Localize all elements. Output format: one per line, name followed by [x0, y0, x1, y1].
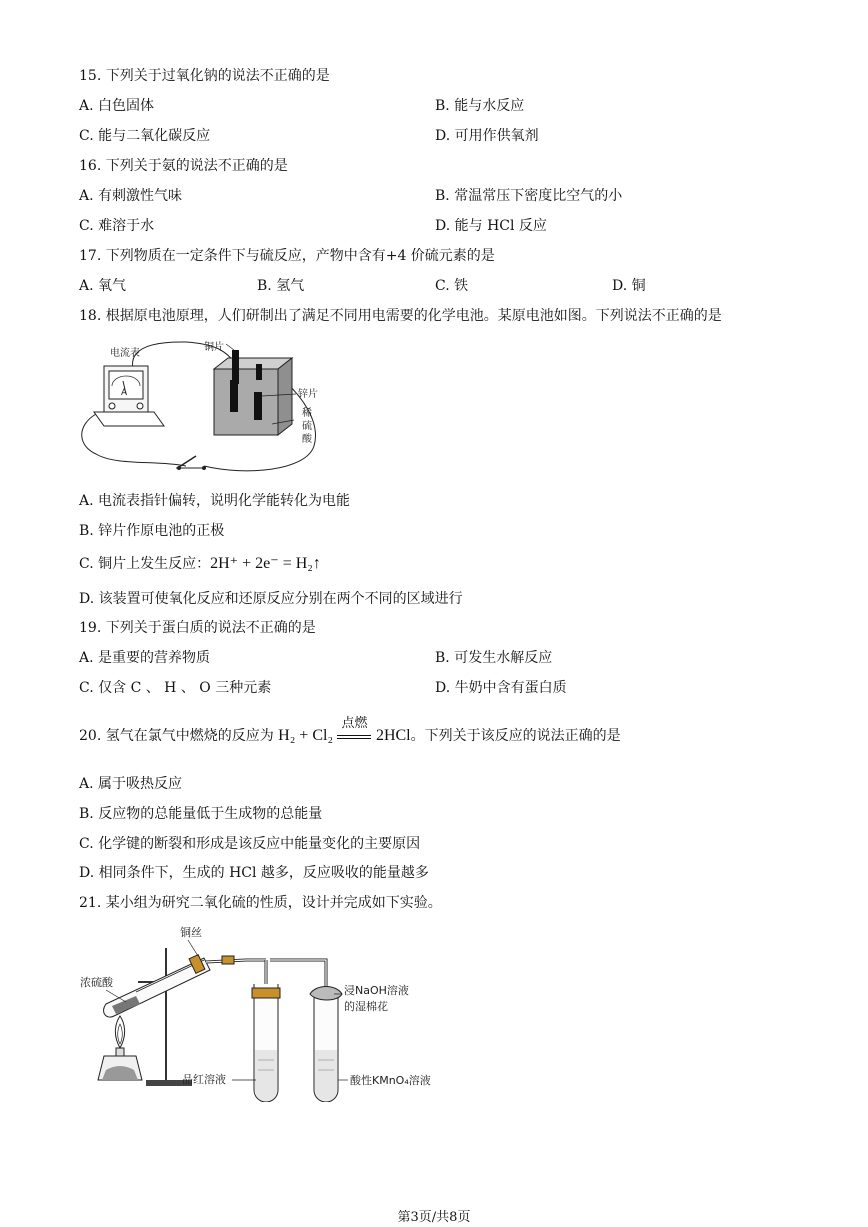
label-zinc: 锌片	[298, 389, 318, 400]
ammeter-symbol: A	[121, 388, 128, 398]
ammeter	[94, 366, 164, 426]
q20-stem	[79, 716, 621, 745]
q19-option-d: D. 牛奶中含有蛋白质	[435, 680, 567, 696]
label-acid-2: 硫	[302, 421, 312, 432]
q16-option-c: C. 难溶于水	[79, 218, 155, 234]
q21-apparatus-figure	[76, 920, 456, 1102]
q20-option-d: D. 相同条件下，生成的 HCl 越多，反应吸收的能量越多	[79, 865, 429, 881]
q17-option-d: D. 铜	[612, 278, 646, 294]
q18-option-c-equation: 2H⁺ + 2e⁻ = H₂↑	[210, 555, 321, 572]
q15-option-b: B. 能与水反应	[435, 98, 525, 114]
q15-option-c: C. 能与二氧化碳反应	[79, 128, 211, 144]
q15-option-a: A. 白色固体	[79, 98, 155, 114]
q20-option-b: B. 反应物的总能量低于生成物的总能量	[79, 806, 323, 822]
kmno4-tube	[310, 987, 342, 1103]
q18-option-a: A. 电流表指针偏转，说明化学能转化为电能	[79, 493, 351, 509]
q20-eq-condition: 点燃	[341, 716, 368, 731]
label-cotton-2: 的湿棉花	[344, 1000, 388, 1013]
page-footer: 第3页/共8页	[397, 1210, 471, 1225]
q15-option-d: D. 可用作供氧剂	[435, 128, 539, 144]
q20-stem-prefix: 20. 氢气在氯气中燃烧的反应为	[79, 728, 274, 744]
label-cotton-1: 浸NaOH溶液	[344, 984, 409, 997]
label-conc-acid: 浓硫酸	[80, 976, 113, 989]
copper-plate-top	[232, 350, 239, 384]
switch	[176, 456, 206, 470]
q21-stem: 21. 某小组为研究二氧化硫的性质，设计并完成如下实验。	[79, 895, 442, 911]
q16-option-d: D. 能与 HCl 反应	[435, 218, 547, 234]
label-copper: 铜片	[204, 342, 224, 353]
alcohol-lamp	[98, 1016, 142, 1080]
q16-option-b: B. 常温常压下密度比空气的小	[435, 188, 623, 204]
q17-option-a: A. 氧气	[79, 278, 127, 294]
copper-plate	[230, 380, 238, 412]
q18-option-c-text: C. 铜片上发生反应：	[79, 556, 211, 572]
q17-option-c: C. 铁	[435, 278, 469, 294]
pinhong-tube	[252, 984, 280, 1102]
q18-galvanic-cell-figure	[76, 336, 336, 484]
q18-option-b: B. 锌片作原电池的正极	[79, 523, 225, 539]
label-pinhong: 品红溶液	[182, 1073, 226, 1086]
q19-option-c: C. 仅含 C 、 H 、 O 三种元素	[79, 680, 272, 696]
label-acid-1: 稀	[302, 408, 312, 419]
label-acid-3: 酸	[302, 434, 312, 445]
q20-option-c: C. 化学键的断裂和形成是该反应中能量变化的主要原因	[79, 836, 421, 852]
q17-stem: 17. 下列物质在一定条件下与硫反应，产物中含有+4 价硫元素的是	[79, 248, 495, 264]
q18-stem: 18. 根据原电池原理，人们研制出了满足不同用电需要的化学电池。某原电池如图。下列说法不正确的是	[79, 308, 722, 324]
q20-stem-suffix: 。下列关于该反应的说法正确的是	[410, 728, 621, 744]
label-ammeter: 电流表	[110, 348, 140, 359]
label-copper-wire: 铜丝	[180, 926, 202, 939]
q18-option-d: D. 该装置可使氧化反应和还原反应分别在两个不同的区域进行	[79, 591, 463, 607]
q19-stem: 19. 下列关于蛋白质的说法不正确的是	[79, 620, 316, 636]
label-kmno4: 酸性KMnO₄溶液	[350, 1074, 431, 1087]
q19-option-a: A. 是重要的营养物质	[79, 650, 211, 666]
reaction-tube	[104, 955, 210, 1017]
q20-option-a: A. 属于吸热反应	[79, 776, 183, 792]
q20-eq-arrow	[337, 716, 371, 745]
q20-eq-right: 2HCl	[375, 727, 411, 744]
q16-stem: 16. 下列关于氨的说法不正确的是	[79, 158, 288, 174]
q20-eq-left: H₂ + Cl₂	[278, 727, 334, 744]
q19-option-b: B. 可发生水解反应	[435, 650, 553, 666]
q17-option-b: B. 氢气	[257, 278, 305, 294]
q15-stem: 15. 下列关于过氧化钠的说法不正确的是	[79, 68, 330, 84]
zinc-plate	[254, 392, 262, 420]
q16-option-a: A. 有刺激性气味	[79, 188, 183, 204]
q18-option-c	[79, 555, 321, 573]
